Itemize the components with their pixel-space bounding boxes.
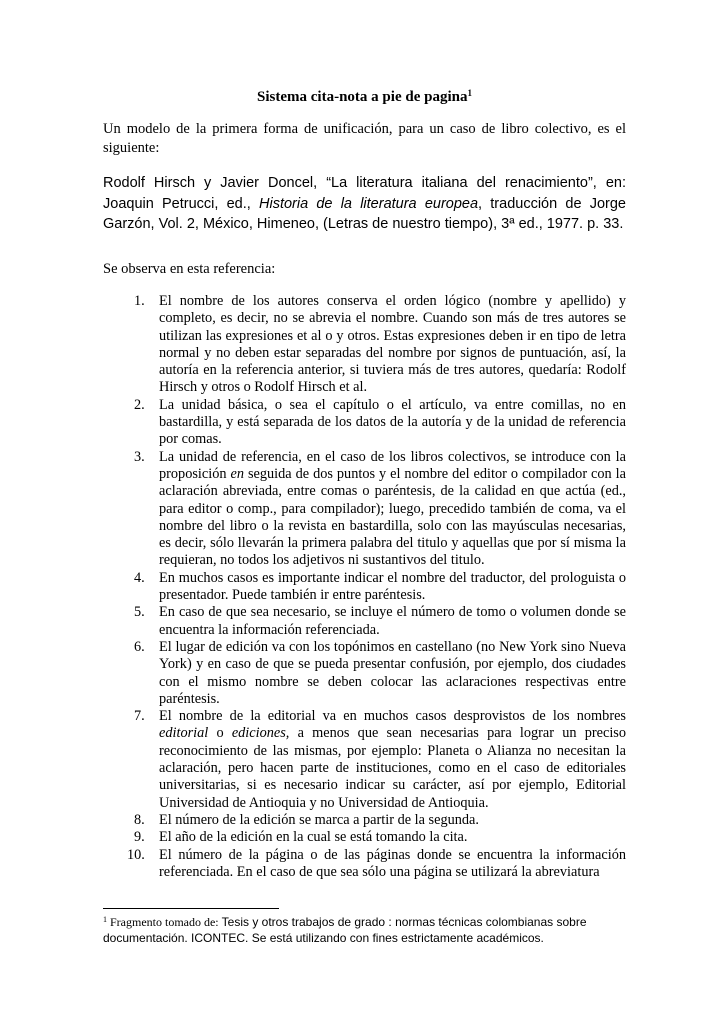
list-item-text: En muchos casos es importante indicar el nombre del traductor, del prologuista o presentador. Puede también ir entre paréntesis. [159,569,626,604]
list-item [134,708,626,812]
list-item [134,604,626,639]
list-item-text: La unidad básica, o sea el capítulo o el artículo, va entre comillas, no en bastardilla, y está separada de los datos de la autoría y de la unidad de referencia por comas. [159,396,626,448]
list-item-text: El lugar de edición va con los topónimos en castellano (no New York sino Nueva York) y en caso de que se pueda presentar confusión, por ejemplo, dos ciudades con el mismo nombre se deben colocar las aclaraciones respectivas entre paréntesis. [159,638,626,707]
list-item-emphasis: ediciones, [231,725,290,742]
list-item-text: El nombre de la editorial va en muchos casos desprovistos de los nombres [159,708,626,725]
footnote-label: Fragmento tomado de: [110,915,222,929]
reference-details: , traducción de Jorge Garzón, Vol. 2, México, Himeneo, (Letras de nuestro tiempo), 3ª ed., 1977. p. 33. [103,195,626,232]
list-item [134,449,626,570]
list-item-number: 8. [134,811,145,828]
list-item [134,639,626,708]
list-item-text: En caso de que sea necesario, se incluye el número de tomo o volumen donde se encuentra la información referenciada. [159,604,626,638]
list-item [134,829,626,846]
list-item-number: 10. [127,846,145,863]
reference-example [103,173,626,235]
list-item-text: El año de la edición en la cual se está tomando la cita. [159,829,468,846]
footnote [103,914,626,946]
footnote-text: Tesis y otros trabajos de grado : normas técnicas colombianas sobre documentación. ICONTEC. Se está utilizando con fines estrictamente académicos. [103,915,587,945]
list-item [127,846,626,882]
footnote-divider [103,908,279,909]
reference-book-title: Historia de la literatura europea [259,195,479,212]
list-item-text: o [208,725,232,742]
list-item-text: El número de la página o de las páginas donde se encuentra la información referenciada. En el caso de que sea sólo una página se utilizará la abreviatura [159,846,626,880]
reference-authors: Rodolf Hirsch y Javier Doncel, “La literatura italiana del renacimiento”, en: Joaquin Petrucci, ed., [103,175,626,212]
list-item-number: 3. [134,448,145,465]
title-text: Sistema cita-nota a pie de pagina [257,89,468,105]
footnote-mark: 1 [103,915,107,924]
intro-paragraph: Un modelo de la primera forma de unificación, para un caso de libro colectivo, es el siguiente: [103,121,626,156]
observations-list [127,293,626,881]
page-title [103,88,626,106]
list-item-number: 5. [134,604,145,621]
list-item-number: 4. [134,569,145,586]
list-item-text: La unidad de referencia, en el caso de los libros colectivos, se introduce con la proposición [159,448,626,482]
list-item-text: seguida de dos puntos y el nombre del editor o compilador con la aclaración abreviada, entre comas o paréntesis, de la calidad en que actúa (ed., para editor o comp., para compilador); luego, precedido también de coma, va el nombre del libro o la revista en bastardilla, solo con las mayúsculas necesarias, es decir, sólo llevarán la primera palabra del titulo y aquellas que por sí misma la requieran, no todos los adjetivos ni sustantivos del titulo. [159,465,626,569]
list-item-emphasis: editorial [159,725,209,742]
list-item-number: 1. [134,293,145,309]
list-item [134,397,626,449]
observe-paragraph: Se observa en esta referencia: [103,261,276,277]
list-item [134,293,626,397]
list-item [134,570,626,605]
list-item-text: El número de la edición se marca a partir de la segunda. [159,811,479,828]
list-item-emphasis: en [230,465,244,482]
list-item-text: a menos que sean necesarias para lograr un preciso reconocimiento de las mismas, por ejemplo: Planeta o Alianza no necesitan la aclaración, pero hacen parte de instituciones, como en el caso de editoriales universitarias, si es necesario indicar su carácter, así por ejemplo, Editorial Universidad de Antioquia y no Universidad de Antioquia. [159,725,626,811]
list-item-number: 9. [134,829,145,846]
list-item-text: El nombre de los autores conserva el orden lógico (nombre y apellido) y completo, es decir, no se abrevia el nombre. Cuando son más de tres autores se utilizan las expresiones et al o y otros. Estas expresiones deben ir en tipo de letra normal y no deben estar separadas del nombre por signos de puntuación, así, la autoría en la referencia anterior, si tuviera más de tres autores, quedaría: Rodolf Hirsch y otros o Rodolf Hirsch et al. [159,293,626,396]
list-item-number: 7. [134,708,145,725]
title-footnote-mark: 1 [467,88,472,98]
list-item-number: 6. [134,638,145,655]
list-item-number: 2. [134,396,145,413]
list-item [134,812,626,829]
